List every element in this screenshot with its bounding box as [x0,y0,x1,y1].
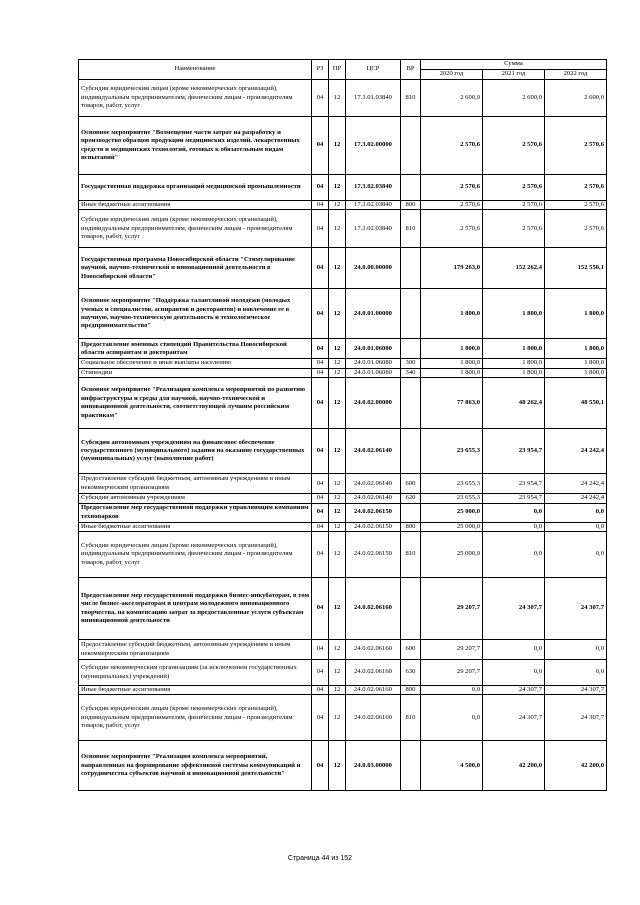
row-rz: 04 [312,378,329,429]
row-name: Субсидии юридическим лицам (кроме некоммерческих организаций), индивидуальным предпринимателям, физическим лицам - производителям товаров, работ, услуг [79,695,312,741]
row-rz: 04 [312,248,329,289]
row-vr: 800 [401,201,421,210]
row-name: Субсидии автономным учреждениям на финансовое обеспечение государственного (муниципального) задания на оказание государственных (муниципальных) услуг (выполнение работ) [79,429,312,474]
row-csr: 17.3.02.00000 [346,117,401,175]
row-pr: 12 [329,210,346,248]
row-vr [401,503,421,522]
row-csr: 24.0.02.06160 [346,578,401,640]
row-value-2021: 24 307,7 [483,695,545,741]
row-value-2020: 0,0 [421,695,483,741]
row-value-2021: 2 570,6 [483,175,545,201]
row-value-2021: 0,0 [483,522,545,531]
row-name: Стипендии [79,368,312,377]
row-csr: 24.0.02.06150 [346,522,401,531]
row-vr: 810 [401,695,421,741]
row-rz: 04 [312,640,329,660]
row-rz: 04 [312,578,329,640]
row-name: Субсидии некоммерческим организациям (за исключением государственных (муниципальных) учреждений) [79,660,312,686]
row-value-2022: 24 307,7 [545,686,607,695]
row-value-2020: 2 570,6 [421,201,483,210]
row-value-2021: 152 262,4 [483,248,545,289]
row-value-2021: 2 570,6 [483,210,545,248]
table-row [79,503,607,522]
row-value-2021: 24 307,7 [483,686,545,695]
row-value-2022: 0,0 [545,522,607,531]
row-value-2022: 0,0 [545,640,607,660]
row-csr: 24.0.02.06160 [346,686,401,695]
row-value-2022: 24 307,7 [545,578,607,640]
row-name: Социальное обеспечение и иные выплаты населению [79,359,312,368]
page-number: Страница 44 из 152 [287,855,353,862]
row-csr: 24.0.02.06140 [346,429,401,474]
header-year-2022: 2022 год [545,70,607,80]
row-pr: 12 [329,494,346,503]
row-name: Иные бюджетные ассигнования [79,201,312,210]
row-value-2020: 29 207,7 [421,578,483,640]
row-vr [401,578,421,640]
row-value-2020: 23 655,3 [421,429,483,474]
row-vr: 630 [401,660,421,686]
row-pr: 12 [329,80,346,117]
table-row [79,522,607,531]
row-value-2022: 42 200,0 [545,741,607,791]
row-rz: 04 [312,175,329,201]
table-row [79,359,607,368]
row-pr: 12 [329,686,346,695]
table-row [79,80,607,117]
row-csr: 24.0.02.06160 [346,640,401,660]
row-name: Субсидии автономным учреждениям [79,494,312,503]
row-vr: 300 [401,359,421,368]
table-row [79,429,607,474]
row-pr: 12 [329,522,346,531]
row-pr: 12 [329,695,346,741]
row-value-2020: 2 570,6 [421,117,483,175]
row-value-2022: 1 800,0 [545,359,607,368]
row-rz: 04 [312,80,329,117]
row-rz: 04 [312,522,329,531]
row-vr [401,378,421,429]
table-row [79,248,607,289]
row-pr: 12 [329,368,346,377]
row-value-2021: 2 570,6 [483,117,545,175]
table-row [79,686,607,695]
header-year-2020: 2020 год [421,70,483,80]
row-value-2022: 0,0 [545,503,607,522]
row-name: Иные бюджетные ассигнования [79,522,312,531]
row-value-2022: 1 800,0 [545,368,607,377]
row-vr: 600 [401,474,421,494]
row-name: Предоставление субсидий бюджетным, автономным учреждениям и иным некоммерческим организациям [79,640,312,660]
row-name: Субсидии юридическим лицам (кроме некоммерческих организаций), индивидуальным предпринимателям, физическим лицам - производителям товаров, работ, услуг [79,80,312,117]
row-csr: 17.3.02.03840 [346,210,401,248]
row-name: Предоставление именных стипендий Правительства Новосибирской области аспирантам и докторантам [79,339,312,359]
row-value-2022: 2 570,6 [545,210,607,248]
row-value-2022: 0,0 [545,532,607,578]
row-vr: 800 [401,522,421,531]
row-value-2021: 0,0 [483,503,545,522]
row-name: Субсидии юридическим лицам (кроме некоммерческих организаций), индивидуальным предпринимателям, физическим лицам - производителям товаров, работ, услуг [79,210,312,248]
row-pr: 12 [329,378,346,429]
row-rz: 04 [312,201,329,210]
header-csr: ЦСР [346,60,401,80]
row-vr: 800 [401,686,421,695]
row-rz: 04 [312,210,329,248]
row-pr: 12 [329,660,346,686]
row-value-2021: 23 954,7 [483,429,545,474]
row-vr [401,248,421,289]
table-row [79,210,607,248]
row-csr: 17.3.02.03840 [346,175,401,201]
row-value-2020: 0,0 [421,686,483,695]
row-value-2021: 23 954,7 [483,494,545,503]
row-value-2021: 24 307,7 [483,578,545,640]
row-pr: 12 [329,741,346,791]
row-value-2022: 2 570,6 [545,201,607,210]
row-csr: 24.0.01.00000 [346,289,401,339]
row-name: Основное мероприятие "Поддержка талантливой молодежи (молодых ученых и специалистов, аспирантов и докторантов) и вовлечение ее в научную, научно-техническую деятельность и технологическое предпринимательство" [79,289,312,339]
row-vr: 340 [401,368,421,377]
row-value-2020: 29 207,7 [421,660,483,686]
row-vr [401,175,421,201]
row-value-2020: 77 863,0 [421,378,483,429]
row-name: Основное мероприятие "Возмещение части затрат на разработку и производство образцов продукции медицинских изделий, лекарственных средств и медицинских технологий, готовых к обязательным видам испытаний" [79,117,312,175]
row-pr: 12 [329,175,346,201]
row-csr: 24.0.02.06160 [346,660,401,686]
row-value-2020: 1 800,0 [421,368,483,377]
row-rz: 04 [312,695,329,741]
row-vr [401,289,421,339]
table-row [79,640,607,660]
row-value-2020: 25 000,0 [421,532,483,578]
table-row [79,289,607,339]
table-row [79,175,607,201]
row-vr [401,429,421,474]
row-csr: 17.3.01.03840 [346,80,401,117]
row-value-2020: 179 263,0 [421,248,483,289]
row-value-2021: 1 800,0 [483,339,545,359]
row-value-2020: 4 500,0 [421,741,483,791]
row-value-2020: 2 600,0 [421,80,483,117]
row-value-2020: 1 800,0 [421,289,483,339]
row-rz: 04 [312,429,329,474]
row-value-2022: 24 242,4 [545,474,607,494]
row-value-2022: 24 307,7 [545,695,607,741]
row-value-2021: 1 800,0 [483,368,545,377]
row-pr: 12 [329,474,346,494]
row-value-2021: 2 570,6 [483,201,545,210]
row-rz: 04 [312,474,329,494]
row-value-2020: 2 570,6 [421,175,483,201]
row-pr: 12 [329,359,346,368]
row-csr: 24.0.02.00000 [346,378,401,429]
table-row [79,378,607,429]
row-pr: 12 [329,201,346,210]
table-row [79,339,607,359]
row-value-2022: 2 570,6 [545,175,607,201]
row-rz: 04 [312,359,329,368]
row-pr: 12 [329,532,346,578]
row-csr: 24.0.01.06080 [346,368,401,377]
row-value-2021: 0,0 [483,532,545,578]
table-row [79,660,607,686]
row-value-2020: 29 207,7 [421,640,483,660]
row-value-2020: 23 655,3 [421,474,483,494]
row-pr: 12 [329,503,346,522]
header-sum: Сумма [421,60,607,70]
row-value-2022: 1 800,0 [545,339,607,359]
row-pr: 12 [329,578,346,640]
table-body [79,80,607,791]
row-pr: 12 [329,640,346,660]
row-csr: 24.0.02.06140 [346,474,401,494]
row-value-2022: 0,0 [545,660,607,686]
row-value-2022: 48 550,1 [545,378,607,429]
table-row [79,578,607,640]
row-value-2020: 25 000,0 [421,503,483,522]
row-value-2021: 1 800,0 [483,359,545,368]
row-value-2021: 42 200,0 [483,741,545,791]
row-pr: 12 [329,248,346,289]
row-value-2022: 24 242,4 [545,494,607,503]
row-csr: 24.0.01.06080 [346,339,401,359]
row-vr: 600 [401,640,421,660]
row-vr [401,339,421,359]
budget-table [78,59,607,791]
row-pr: 12 [329,339,346,359]
row-rz: 04 [312,117,329,175]
row-csr: 24.0.03.00000 [346,741,401,791]
row-rz: 04 [312,741,329,791]
row-vr: 810 [401,210,421,248]
row-vr [401,117,421,175]
row-csr: 24.0.01.06080 [346,359,401,368]
row-pr: 12 [329,429,346,474]
table-row [79,695,607,741]
row-csr: 24.0.02.06150 [346,503,401,522]
row-value-2022: 2 570,6 [545,117,607,175]
row-rz: 04 [312,532,329,578]
row-name: Государственная поддержка организаций медицинской промышленности [79,175,312,201]
header-name: Наименование [79,60,312,80]
row-csr: 24.0.02.06160 [346,695,401,741]
row-value-2021: 2 600,0 [483,80,545,117]
row-rz: 04 [312,686,329,695]
row-vr: 620 [401,494,421,503]
row-value-2022: 24 242,4 [545,429,607,474]
row-rz: 04 [312,339,329,359]
row-value-2021: 48 262,4 [483,378,545,429]
row-vr [401,741,421,791]
table-row [79,532,607,578]
row-rz: 04 [312,368,329,377]
row-vr: 810 [401,80,421,117]
row-value-2022: 1 800,0 [545,289,607,339]
row-name: Государственная программа Новосибирской области "Стимулирование научной, научно-технической и инновационной деятельности в Новосибирской области" [79,248,312,289]
row-value-2020: 1 800,0 [421,339,483,359]
table-row [79,494,607,503]
row-name: Предоставление мер государственной поддержки бизнес-инкубаторам, в том числе бизнес-акселераторам и центрам молодежного инновационного творчества, на компенсацию затрат за предоставленные услуги субъектам инновационной деятельности [79,578,312,640]
table-row [79,368,607,377]
row-csr: 24.0.02.06150 [346,532,401,578]
row-name: Иные бюджетные ассигнования [79,686,312,695]
row-name: Предоставление субсидий бюджетным, автономным учреждениям и иным некоммерческим организациям [79,474,312,494]
row-value-2021: 23 954,7 [483,474,545,494]
row-name: Предоставление мер государственной поддержки управляющим компаниям технопарков [79,503,312,522]
header-pr: ПР [329,60,346,80]
table-row [79,201,607,210]
row-csr: 24.0.02.06140 [346,494,401,503]
row-vr: 810 [401,532,421,578]
table-row [79,117,607,175]
table-row [79,474,607,494]
row-csr: 17.3.02.03840 [346,201,401,210]
row-value-2020: 23 655,3 [421,494,483,503]
row-rz: 04 [312,494,329,503]
row-value-2022: 152 550,1 [545,248,607,289]
row-csr: 24.0.00.00000 [346,248,401,289]
row-rz: 04 [312,503,329,522]
row-value-2020: 2 570,6 [421,210,483,248]
row-pr: 12 [329,117,346,175]
row-value-2020: 1 800,0 [421,359,483,368]
row-name: Основное мероприятие "Реализация комплекса мероприятий, направленных на формирование эффективной системы коммуникаций и сотрудничества субъектов научной и инновационной деятельности" [79,741,312,791]
row-name: Субсидии юридическим лицам (кроме некоммерческих организаций), индивидуальным предпринимателям, физическим лицам - производителям товаров, работ, услуг [79,532,312,578]
row-name: Основное мероприятие "Реализация комплекса мероприятий по развитию инфраструктуры и среды для научной, научно-технической и инновационной деятельности, соответствующей лучшим российским практикам" [79,378,312,429]
row-value-2021: 0,0 [483,640,545,660]
header-vr: ВР [401,60,421,80]
header-rz: РЗ [312,60,329,80]
row-value-2021: 1 800,0 [483,289,545,339]
table-row [79,741,607,791]
row-rz: 04 [312,289,329,339]
row-value-2020: 25 000,0 [421,522,483,531]
row-value-2022: 2 600,0 [545,80,607,117]
header-year-2021: 2021 год [483,70,545,80]
row-pr: 12 [329,289,346,339]
row-rz: 04 [312,660,329,686]
row-value-2021: 0,0 [483,660,545,686]
